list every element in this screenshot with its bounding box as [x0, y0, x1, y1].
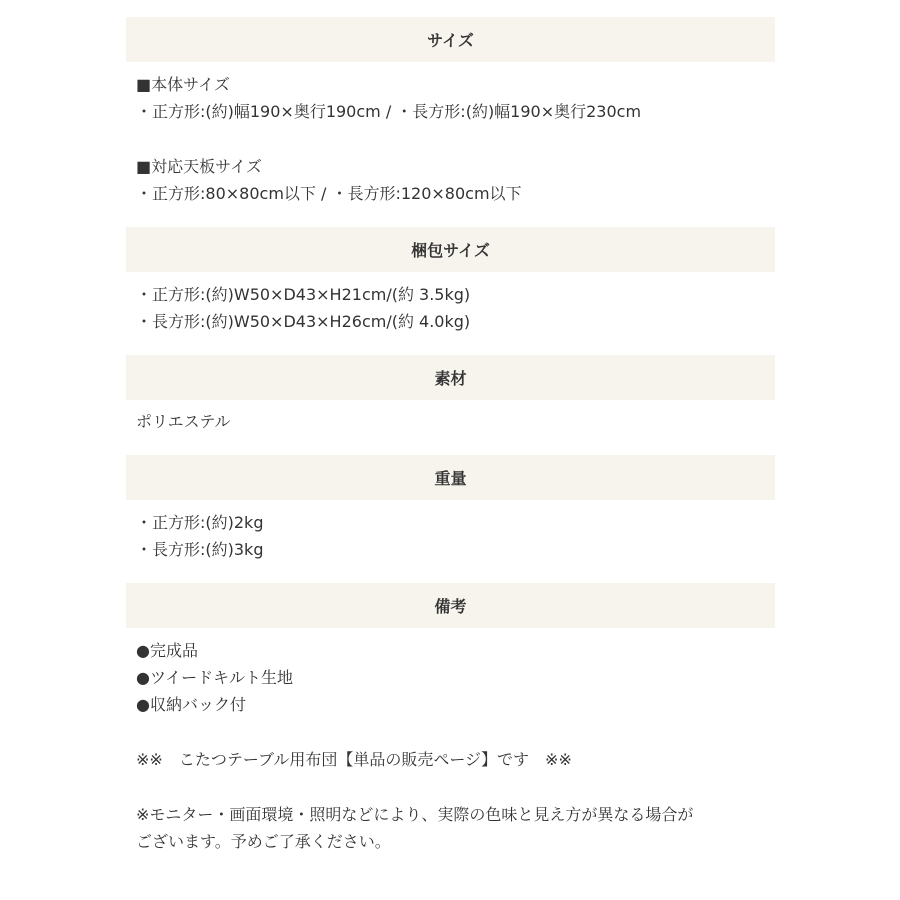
package-section-header [126, 227, 775, 272]
weight-square-line: ・正方形:(約)2kg [136, 513, 264, 532]
weight-section-header [126, 455, 775, 500]
size-section-title: サイズ [427, 31, 474, 50]
note-item: ●収納バック付 [136, 695, 246, 714]
package-rect-line: ・長方形:(約)W50×D43×H26cm/(約 4.0kg) [136, 312, 471, 331]
weight-rect-line: ・長方形:(約)3kg [136, 540, 264, 559]
package-square-line: ・正方形:(約)W50×D43×H21cm/(約 3.5kg) [136, 285, 471, 304]
disclaimer-line-1: ※モニター・画面環境・照明などにより、実際の色味と見え方が異なる場合が [136, 805, 694, 824]
notes-section-header [126, 583, 775, 628]
body-size-value: ・正方形:(約)幅190×奥行190cm / ・長方形:(約)幅190×奥行230cm [136, 102, 642, 121]
size-section-header [126, 17, 775, 62]
weight-section-title: 重量 [434, 469, 467, 488]
top-size-label: ■対応天板サイズ [136, 157, 262, 176]
material-value: ポリエステル [136, 412, 231, 431]
top-size-value: ・正方形:80×80cm以下 / ・長方形:120×80cm以下 [136, 184, 522, 203]
note-item: ●ツイードキルト生地 [136, 668, 294, 687]
material-section-header [126, 355, 775, 400]
body-size-label: ■本体サイズ [136, 75, 230, 94]
package-section-title: 梱包サイズ [411, 241, 490, 260]
material-section-title: 素材 [434, 369, 467, 388]
disclaimer-line-2: ございます。予めご了承ください。 [136, 832, 391, 851]
product-notice: ※※ こたつテーブル用布団【単品の販売ページ】です ※※ [136, 750, 572, 769]
notes-section-title: 備考 [434, 597, 467, 616]
note-item: ●完成品 [136, 641, 198, 660]
